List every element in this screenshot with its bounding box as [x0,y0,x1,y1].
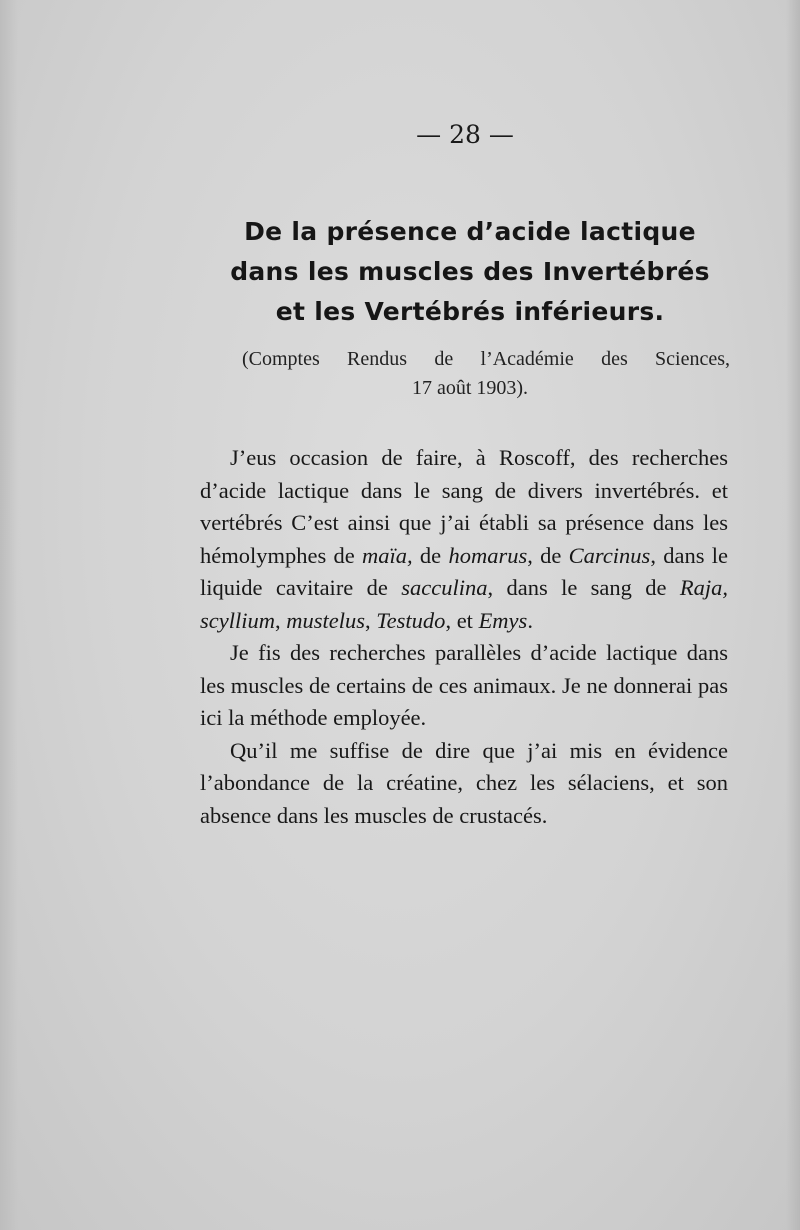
paragraph-1-text: , [274,607,287,633]
title-line-2: dans les muscles des Invertébrés [230,257,710,286]
taxon-name: Testudo [376,607,446,633]
taxon-name: homarus [448,542,528,568]
paragraph-1-text: , [364,607,377,633]
paragraph-1 [200,442,728,637]
taxon-name: mustelus [286,607,365,633]
page-number: — 28 — [416,120,514,149]
source-line-1: (Comptes Rendus de l’Académie des Sciences, [242,348,730,370]
paragraph-1-text: de [412,542,449,568]
taxon-name: sacculina [401,575,488,600]
taxon-name: Raja, scyllium [200,575,728,633]
paragraph-3: Qu’il me suffise de dire que j’ai mis en évidence l’abondance de la créatine, chez les sélaciens, et son absence dans les muscles de crustacés. [200,737,728,828]
paragraph-1-text: J’eus occasion de faire, à Roscoff, des recherches d’acide lactique dans le sang de divers invertébrés. et vertébrés C’est ainsi que j’ai établi sa présence dans les hémolymphes de [200,445,728,568]
taxon-name: maïa, [362,542,413,568]
page-left-edge-shadow [0,0,18,1230]
title-line-1: De la présence d’acide lactique [244,217,696,246]
paragraph-1-text: , dans le sang de [487,575,680,600]
article-body [200,442,728,832]
page-right-edge-shadow [786,0,800,1230]
paragraph-1-text: , dans le liquide cavitaire de [200,542,728,600]
taxon-name: Emys [478,607,528,633]
title-line-3: et les Vertébrés inférieurs. [275,297,665,326]
paragraph-1-text: , et [445,607,479,633]
taxon-name: Carcinus [568,542,651,568]
paragraph-1-text: . [527,607,533,633]
paragraph-1-text: , de [527,542,569,568]
source-citation [200,345,730,403]
source-line-2: 17 août 1903). [411,377,529,399]
article-title [160,212,780,332]
paragraph-2: Je fis des recherches parallèles d’acide lactique dans les muscles de certains de ces animaux. Je ne donnerai pas ici la méthode employée. [200,640,728,730]
